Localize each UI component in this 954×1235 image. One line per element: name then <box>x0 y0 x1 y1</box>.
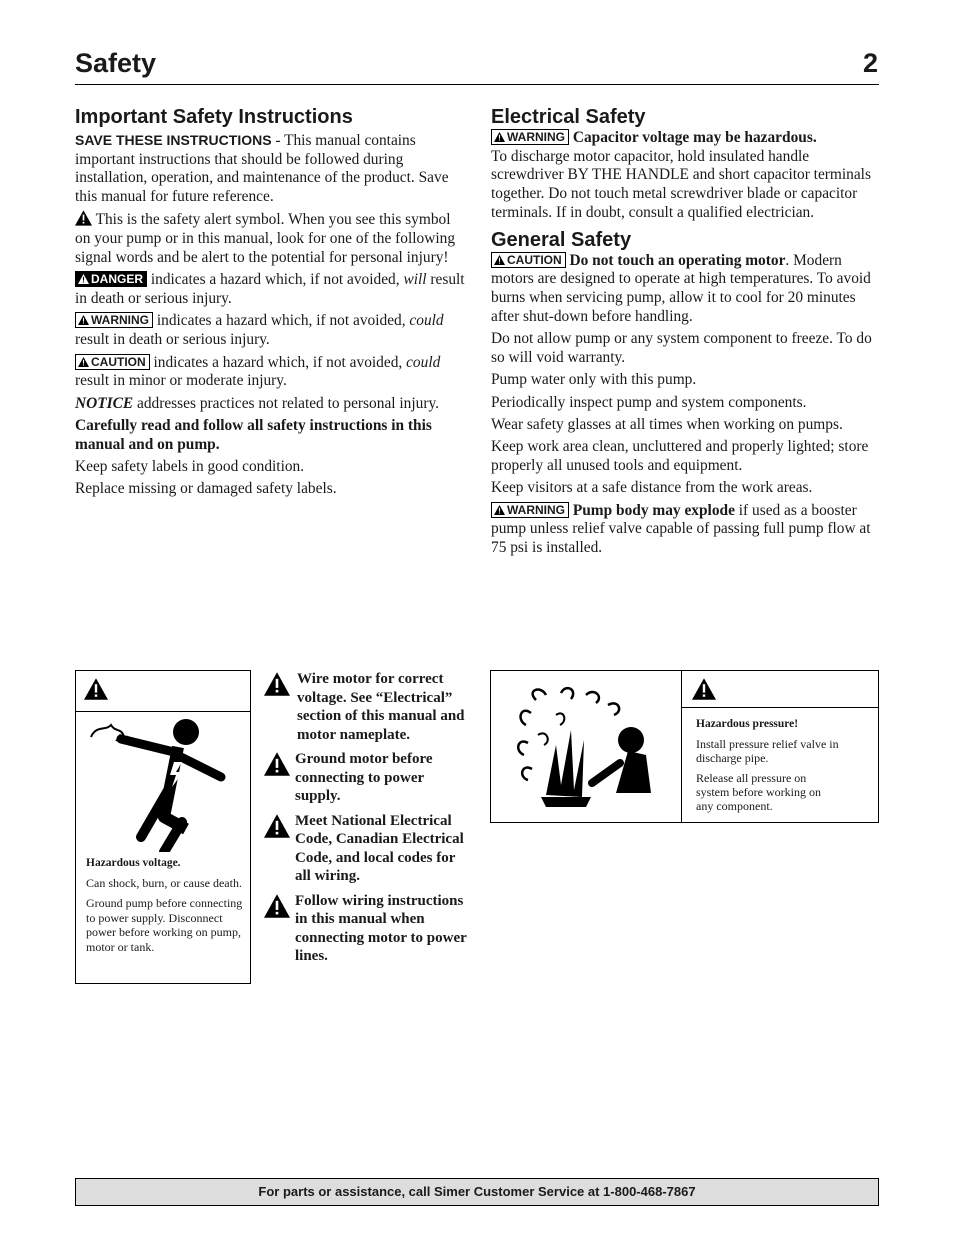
pressure-label-line2: Release all pressure on system before working on any component. <box>696 771 821 813</box>
caution-tag: CAUTION <box>491 252 566 268</box>
inspect-para: Periodically inspect pump and system components. <box>491 393 807 411</box>
page-title: Safety <box>75 48 157 78</box>
warning-triangle-icon <box>264 894 290 918</box>
wiring-item: Ground motor before connecting to power supply. <box>264 750 469 806</box>
warning-triangle-icon <box>78 274 89 284</box>
read-follow-para: Carefully read and follow all safety instructions in this manual and on pump. <box>75 416 432 453</box>
alert-symbol-para: This is the safety alert symbol. When you see this symbol on your pump or in this manual, look for one of the following signal words and be alert to the potential for personal injury! <box>75 211 456 267</box>
voltage-label-header <box>76 671 250 712</box>
wiring-item: Follow wiring instructions in this manual when connecting motor to power lines. <box>264 892 469 966</box>
warning-tag: WARNING <box>491 129 569 145</box>
caution-para: CAUTION indicates a hazard which, if not avoided, could result in minor or moderate injury. <box>75 353 441 390</box>
warning-triangle-icon <box>692 678 716 700</box>
pressure-label-line1: Install pressure relief valve in discharge pipe. <box>696 737 839 765</box>
visitors-para: Keep visitors at a safe distance from the work areas. <box>491 479 813 497</box>
danger-tag: DANGER <box>75 271 147 287</box>
warning-triangle-icon <box>494 132 505 142</box>
save-label: SAVE THESE INSTRUCTIONS <box>75 131 272 148</box>
footer-bar: For parts or assistance, call Simer Customer Service at 1-800-468-7867 <box>75 1178 879 1206</box>
explosion-pressure-icon <box>516 685 656 810</box>
voltage-label-text <box>86 856 246 960</box>
work-area-para: Keep work area clean, uncluttered and properly lighted; store properly all unused tools and equipment. <box>491 438 869 475</box>
wiring-item: Wire motor for correct voltage. See “Electrical” section of this manual and motor nameplate. <box>264 670 469 744</box>
electrical-para: WARNING Capacitor voltage may be hazardous. To discharge motor capacitor, hold insulated handle screwdriver BY THE HANDLE and short capacitor terminals together. Do not touch metal screwdriver blade or capacitor terminals. If in doubt, consult a qualified electrician. <box>491 128 871 221</box>
save-instructions: SAVE THESE INSTRUCTIONS - This manual contains important instructions that should be followed during installation, operation, and maintenance of the product. Save this manual for future reference. <box>75 131 449 206</box>
right-column <box>491 108 883 562</box>
pressure-label-title: Hazardous pressure! <box>696 718 799 730</box>
explode-para: WARNING Pump body may explode if used as a booster pump unless relief valve capable of passing full pump flow at 75 psi is installed. <box>491 501 871 557</box>
warning-triangle-icon <box>494 255 505 265</box>
voltage-label-title: Hazardous voltage. <box>86 857 181 869</box>
warning-triangle-icon <box>264 752 290 776</box>
warning-triangle-icon <box>78 357 89 367</box>
caution-tag: CAUTION <box>75 354 150 370</box>
warning-tag: WARNING <box>75 312 153 328</box>
voltage-label-line1: Can shock, burn, or cause death. <box>86 876 242 890</box>
warning-triangle-icon <box>75 210 92 226</box>
warning-triangle-icon <box>264 814 290 838</box>
general-heading: General Safety <box>491 228 632 251</box>
replace-labels-para: Replace missing or damaged safety labels. <box>75 480 337 498</box>
warning-triangle-icon <box>84 678 108 700</box>
important-heading: Important Safety Instructions <box>75 106 353 128</box>
page-number: 2 <box>862 48 878 78</box>
glasses-para: Wear safety glasses at all times when working on pumps. <box>491 415 843 433</box>
danger-para: DANGER indicates a hazard which, if not avoided, will result in death or serious injury. <box>75 271 465 308</box>
general-para: CAUTION Do not touch an operating motor. Modern motors are designed to operate at high temperatures. To avoid burns when servicing pump, allow it to cool for 20 minutes after shut-down before handling. <box>491 251 871 325</box>
pump-water-para: Pump water only with this pump. <box>491 371 697 389</box>
warning-triangle-icon <box>264 672 290 696</box>
pressure-label-box <box>490 670 879 823</box>
notice-para: NOTICE addresses practices not related to personal injury. <box>75 394 440 412</box>
header-rule <box>75 84 879 85</box>
voltage-label-box <box>75 670 251 984</box>
wiring-item: Meet National Electrical Code, Canadian Electrical Code, and local codes for all wiring. <box>264 812 469 886</box>
electrical-heading: Electrical Safety <box>491 106 646 128</box>
electric-shock-person-icon <box>86 717 241 852</box>
wiring-list <box>264 670 469 966</box>
labels-condition-para: Keep safety labels in good condition. <box>75 458 305 476</box>
warning-triangle-icon <box>494 505 505 515</box>
warning-para: WARNING indicates a hazard which, if not avoided, could result in death or serious injury. <box>75 312 444 349</box>
warning-tag: WARNING <box>491 502 569 518</box>
pressure-label-text <box>696 717 871 819</box>
left-column <box>75 108 467 503</box>
voltage-label-line2: Ground pump before connecting to power supply. Disconnect power before working on pump, motor or tank. <box>86 896 243 954</box>
warning-triangle-icon <box>78 315 89 325</box>
freeze-para: Do not allow pump or any system component to freeze. To do so will void warranty. <box>491 330 872 367</box>
pressure-label-header <box>682 671 878 708</box>
